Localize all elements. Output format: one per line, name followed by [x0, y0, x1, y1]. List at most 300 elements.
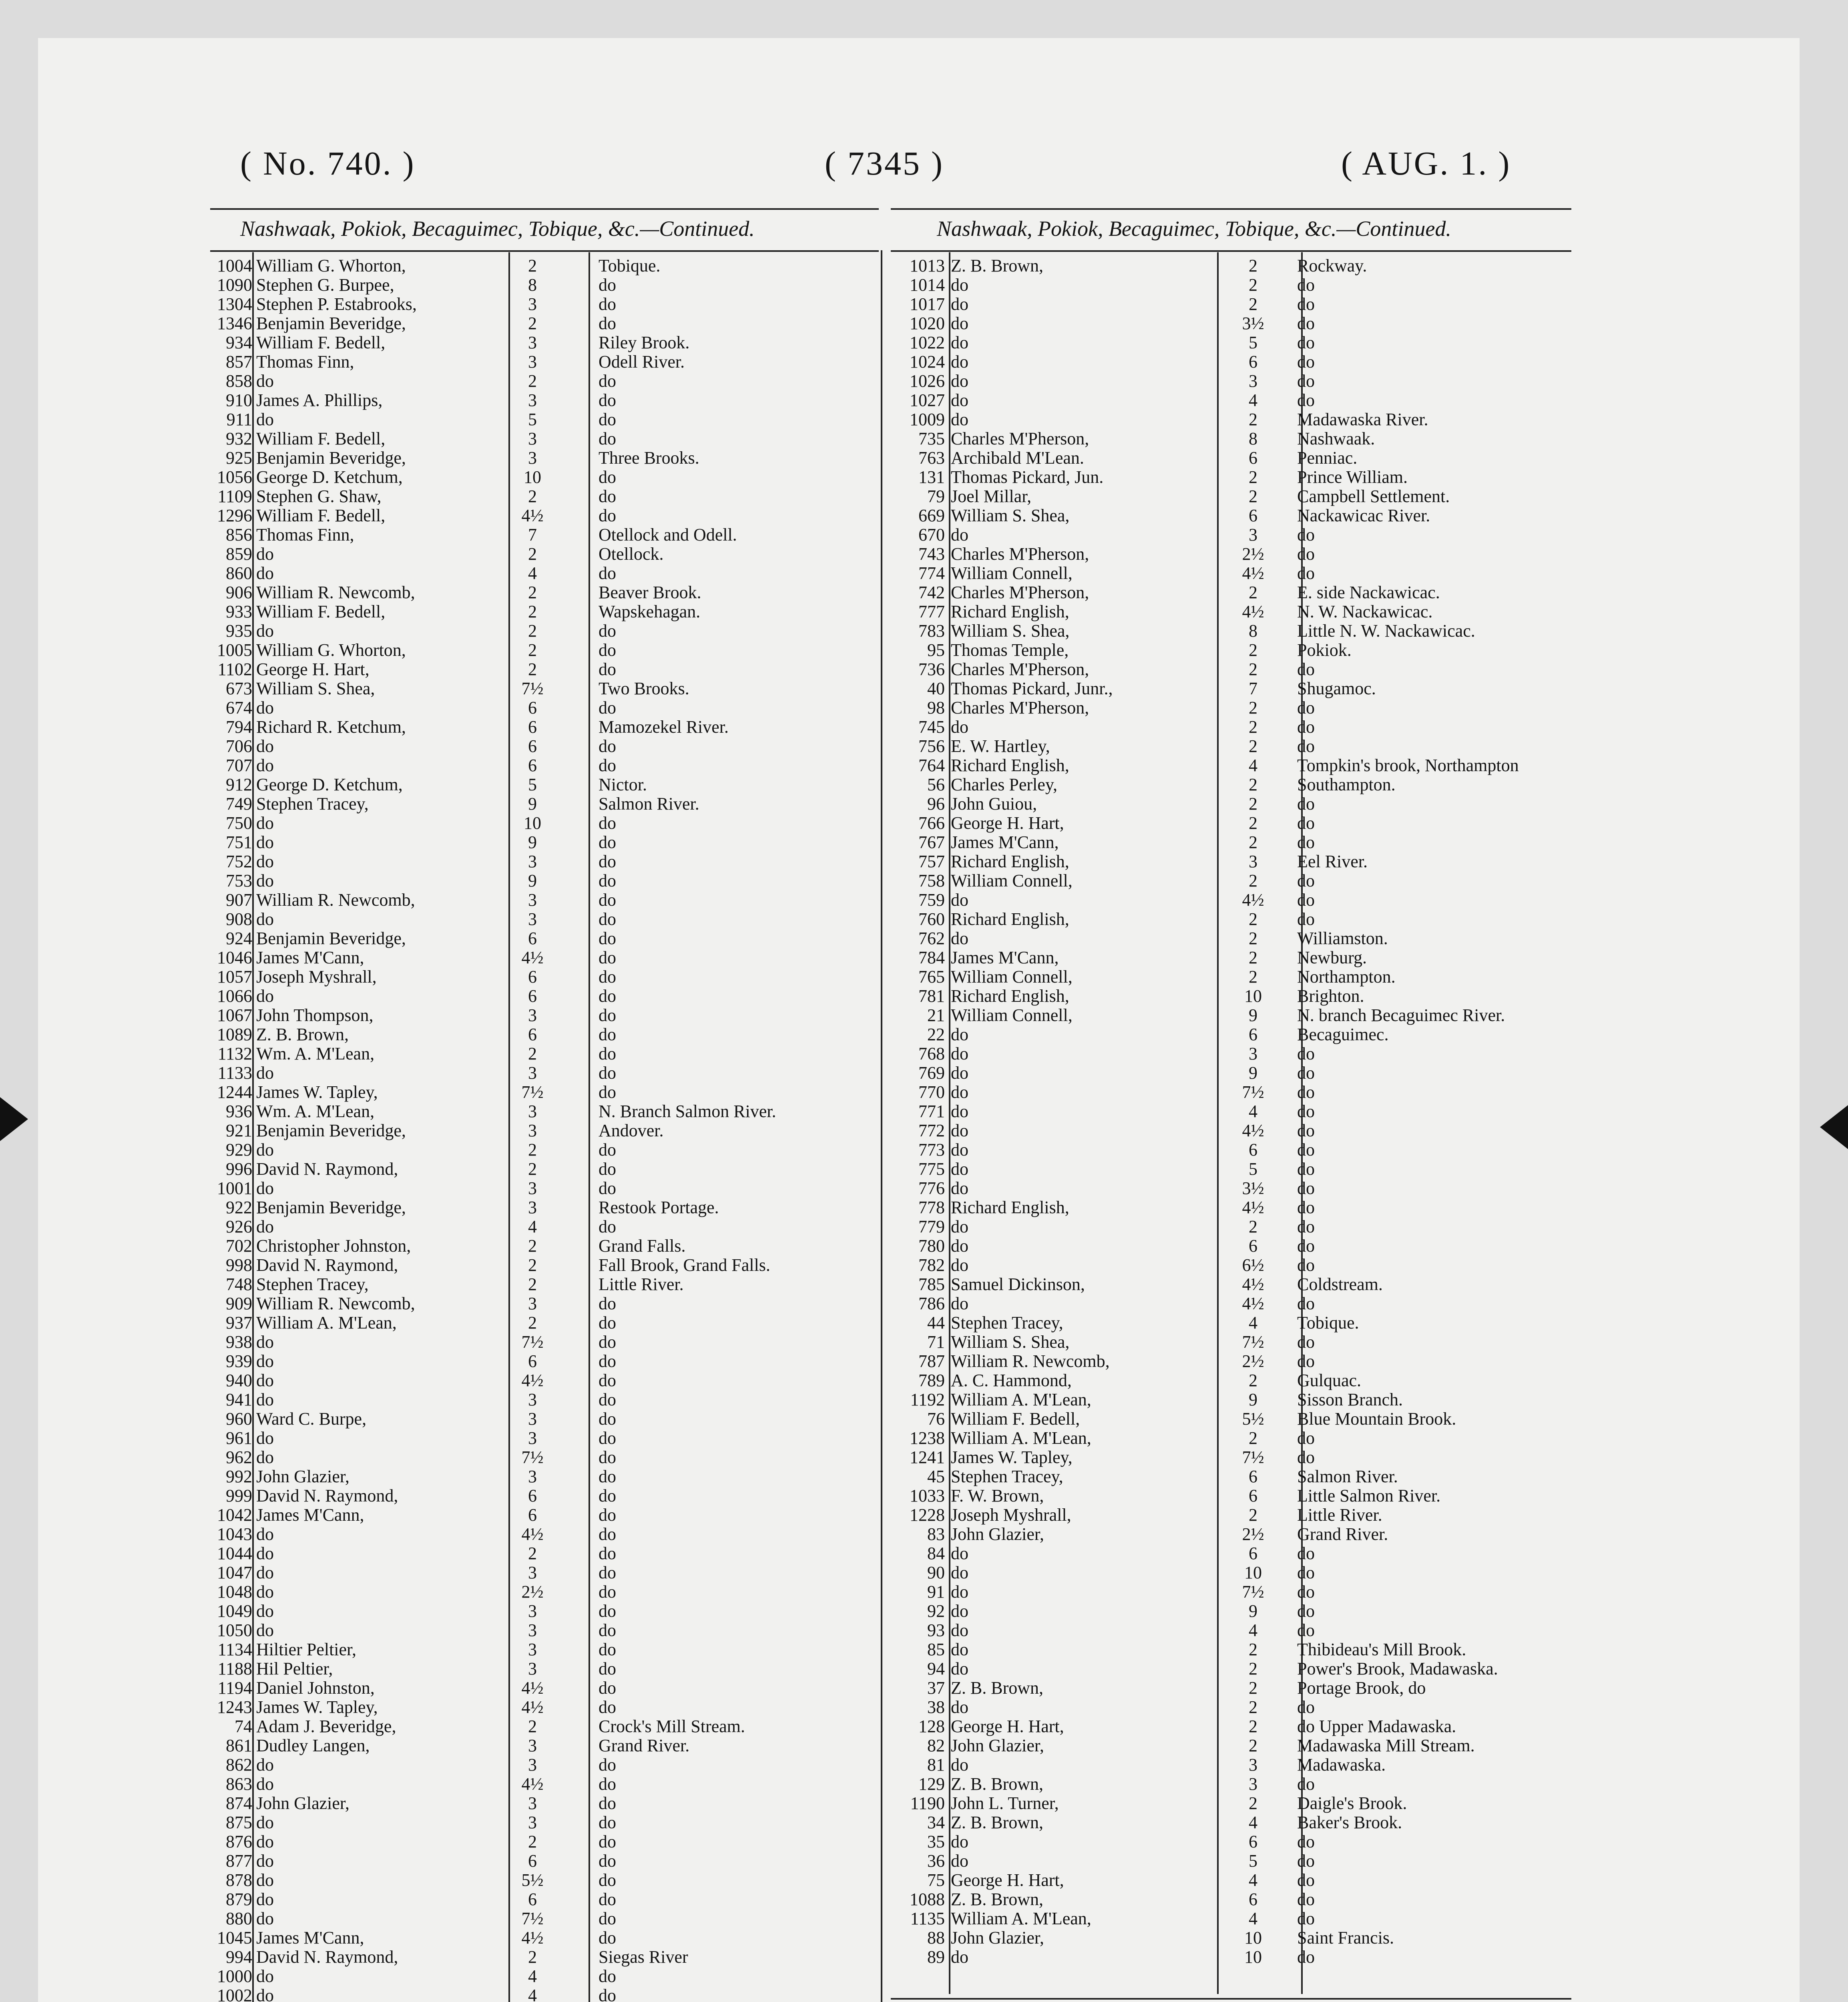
- location: do: [1297, 1159, 1315, 1179]
- acreage: 4½: [521, 1697, 544, 1717]
- grant-number: 1134: [217, 1640, 252, 1659]
- acreage: 3: [528, 1428, 537, 1448]
- grant-row: [204, 1928, 881, 1948]
- grantee-name: George H. Hart,: [951, 1717, 1064, 1736]
- grantee-name: Hiltier Peltier,: [256, 1640, 356, 1659]
- grant-row: [897, 1390, 1573, 1409]
- grant-row: [204, 1967, 881, 1986]
- location: Grand River.: [1297, 1524, 1388, 1544]
- grant-row: [204, 987, 881, 1006]
- grant-number: 1024: [910, 352, 945, 372]
- grant-row: [204, 1948, 881, 1967]
- grantee-name: William F. Bedell,: [256, 333, 386, 352]
- grant-row: [897, 737, 1573, 756]
- grantee-name: do: [951, 1755, 968, 1775]
- grantee-name: do: [256, 1909, 274, 1928]
- location: do: [1297, 1044, 1315, 1063]
- grantee-name: do: [951, 1178, 968, 1198]
- location: N. W. Nackawicac.: [1297, 602, 1433, 621]
- grantee-name: Wm. A. M'Lean,: [256, 1102, 375, 1121]
- acreage: 6: [1249, 1832, 1257, 1851]
- grant-number: 750: [226, 813, 252, 833]
- grantee-name: do: [256, 1524, 274, 1544]
- grantee-name: do: [951, 929, 968, 948]
- grantee-name: Stephen Tracey,: [951, 1467, 1063, 1486]
- grant-row: [204, 1736, 881, 1755]
- location: do: [1297, 333, 1315, 352]
- grant-number: 861: [226, 1736, 252, 1755]
- grant-number: 1132: [217, 1044, 252, 1063]
- grant-number: 1241: [910, 1447, 945, 1467]
- acreage: 2: [528, 621, 537, 641]
- location: N. branch Becaguimec River.: [1297, 1005, 1505, 1025]
- grant-row: [897, 1563, 1573, 1582]
- acreage: 3: [528, 890, 537, 910]
- grant-row: [897, 1813, 1573, 1832]
- grant-number: 736: [918, 659, 945, 679]
- grant-row: [897, 1352, 1573, 1371]
- grantee-name: Hil Peltier,: [256, 1659, 333, 1678]
- grant-row: [204, 948, 881, 967]
- grant-number: 37: [927, 1678, 945, 1698]
- grant-number: 763: [918, 448, 945, 468]
- grantee-name: Ward C. Burpe,: [256, 1409, 367, 1429]
- location: do: [599, 1313, 616, 1333]
- grantee-name: Richard English,: [951, 852, 1069, 871]
- location: do: [599, 986, 616, 1006]
- location: Becaguimec.: [1297, 1025, 1389, 1044]
- grantee-name: Daniel Johnston,: [256, 1678, 375, 1698]
- grant-number: 938: [226, 1332, 252, 1352]
- grantee-name: James M'Cann,: [256, 948, 364, 967]
- grantee-name: William S. Shea,: [256, 679, 375, 698]
- grantee-name: Richard English,: [951, 909, 1069, 929]
- location: do: [599, 1371, 616, 1390]
- grant-number: 880: [226, 1909, 252, 1928]
- grantee-name: do: [256, 832, 274, 852]
- location: do: [599, 852, 616, 871]
- grant-row: [204, 910, 881, 929]
- grantee-name: William R. Newcomb,: [256, 1294, 415, 1313]
- grantee-name: do: [256, 1428, 274, 1448]
- grant-row: [204, 1621, 881, 1640]
- grantee-name: do: [951, 390, 968, 410]
- acreage: 3: [528, 1640, 537, 1659]
- location: do: [1297, 1870, 1315, 1890]
- location: do: [1297, 352, 1315, 372]
- grantee-name: Joseph Myshrall,: [256, 967, 377, 987]
- grantee-name: John Glazier,: [256, 1793, 350, 1813]
- location: do: [599, 1582, 616, 1602]
- grantee-name: Benjamin Beveridge,: [256, 929, 406, 948]
- grant-row: [897, 775, 1573, 794]
- grantee-name: do: [951, 1582, 968, 1602]
- acreage: 8: [528, 275, 537, 295]
- grant-number: 1244: [217, 1082, 252, 1102]
- grant-row: [897, 660, 1573, 679]
- grantee-name: William F. Bedell,: [256, 506, 386, 525]
- grantee-name: do: [256, 1063, 274, 1083]
- grant-row: [897, 1467, 1573, 1486]
- acreage: 6: [528, 1486, 537, 1506]
- grant-row: [897, 890, 1573, 910]
- grant-number: 1002: [217, 1986, 252, 2002]
- grant-row: [897, 275, 1573, 295]
- location: do: [599, 832, 616, 852]
- location: Madawaska Mill Stream.: [1297, 1736, 1475, 1755]
- grant-row: [204, 1409, 881, 1429]
- grant-number: 742: [918, 583, 945, 602]
- location: do: [599, 1909, 616, 1928]
- acreage: 4: [1249, 1313, 1257, 1333]
- grantee-name: do: [256, 371, 274, 391]
- acreage: 9: [1249, 1005, 1257, 1025]
- grantee-name: Benjamin Beveridge,: [256, 314, 406, 333]
- acreage: 4½: [1242, 1198, 1264, 1217]
- acreage: 4: [1249, 1102, 1257, 1121]
- grant-row: [204, 1352, 881, 1371]
- acreage: 2: [1249, 1793, 1257, 1813]
- grant-number: 76: [927, 1409, 945, 1429]
- grantee-name: John Glazier,: [951, 1524, 1044, 1544]
- location: Power's Brook, Madawaska.: [1297, 1659, 1498, 1678]
- grant-row: [897, 1698, 1573, 1717]
- grant-row: [204, 1582, 881, 1602]
- grantee-name: James W. Tapley,: [256, 1082, 378, 1102]
- grant-row: [204, 1236, 881, 1256]
- location: do: [599, 1447, 616, 1467]
- location: Newburg.: [1297, 948, 1367, 967]
- acreage: 2: [1249, 1678, 1257, 1698]
- acreage: 4: [528, 1966, 537, 1986]
- grant-number: 878: [226, 1870, 252, 1890]
- acreage: 8: [1249, 621, 1257, 641]
- acreage: 7: [528, 525, 537, 545]
- location: do: [599, 1986, 616, 2002]
- grant-number: 1192: [910, 1390, 945, 1409]
- grant-number: 785: [918, 1274, 945, 1294]
- location: do: [599, 390, 616, 410]
- acreage: 3: [528, 852, 537, 871]
- location: do: [599, 1659, 616, 1678]
- acreage: 3: [528, 1005, 537, 1025]
- grant-row: [204, 1063, 881, 1083]
- acreage: 2: [1249, 794, 1257, 814]
- location: do: [599, 371, 616, 391]
- grant-row: [897, 641, 1573, 660]
- grant-number: 36: [927, 1851, 945, 1871]
- grantee-name: Benjamin Beveridge,: [256, 1121, 406, 1140]
- location: do: [1297, 275, 1315, 295]
- location: Odell River.: [599, 352, 685, 372]
- acreage: 3: [528, 429, 537, 448]
- acreage: 2: [1249, 1736, 1257, 1755]
- location: Grand Falls.: [599, 1236, 686, 1256]
- acreage: 4½: [521, 506, 544, 525]
- issue-number: ( No. 740. ): [240, 145, 416, 182]
- grant-row: [897, 314, 1573, 333]
- grantee-name: Richard English,: [951, 602, 1069, 621]
- grant-number: 1045: [217, 1928, 252, 1948]
- location: do: [1297, 1447, 1315, 1467]
- acreage: 5½: [1242, 1409, 1264, 1429]
- grantee-name: do: [951, 717, 968, 737]
- grantee-name: do: [256, 1140, 274, 1160]
- location: do: [599, 1428, 616, 1448]
- acreage: 3: [528, 1620, 537, 1640]
- acreage: 6: [528, 1505, 537, 1525]
- grant-number: 669: [918, 506, 945, 525]
- grant-number: 794: [226, 717, 252, 737]
- grant-number: 1005: [217, 640, 252, 660]
- acreage: 9: [1249, 1063, 1257, 1083]
- grant-number: 745: [918, 717, 945, 737]
- grant-row: [204, 1429, 881, 1448]
- grant-number: 1088: [910, 1889, 945, 1909]
- grantee-name: do: [256, 1178, 274, 1198]
- grantee-name: William A. M'Lean,: [951, 1909, 1091, 1928]
- location: do: [1297, 813, 1315, 833]
- location: do: [1297, 717, 1315, 737]
- grantee-name: do: [256, 563, 274, 583]
- grantee-name: James M'Cann,: [951, 832, 1059, 852]
- grant-row: [897, 1621, 1573, 1640]
- grantee-name: do: [256, 1351, 274, 1371]
- grant-row: [204, 525, 881, 545]
- location: Southampton.: [1297, 775, 1396, 794]
- location: do: [599, 1889, 616, 1909]
- acreage: 6: [528, 698, 537, 718]
- grantee-name: do: [951, 1044, 968, 1063]
- grant-number: 759: [918, 890, 945, 910]
- grant-row: [204, 1448, 881, 1467]
- acreage: 7½: [1242, 1447, 1264, 1467]
- grantee-name: Stephen P. Estabrooks,: [256, 294, 417, 314]
- location: do: [1297, 544, 1315, 564]
- acreage: 2: [528, 1140, 537, 1160]
- grant-row: [204, 1794, 881, 1813]
- grant-number: 702: [226, 1236, 252, 1256]
- acreage: 4½: [521, 1524, 544, 1544]
- grant-number: 75: [927, 1870, 945, 1890]
- location: do: [599, 967, 616, 987]
- grant-row: [897, 1851, 1573, 1871]
- register-mark-right: [1820, 1105, 1848, 1149]
- grantee-name: do: [256, 1582, 274, 1602]
- grant-number: 941: [226, 1390, 252, 1409]
- grantee-name: do: [951, 1082, 968, 1102]
- grant-row: [204, 1160, 881, 1179]
- grant-row: [897, 295, 1573, 314]
- grantee-name: do: [256, 1813, 274, 1832]
- location: Daigle's Brook.: [1297, 1793, 1407, 1813]
- location: do: [599, 1697, 616, 1717]
- grant-row: [204, 1390, 881, 1409]
- grant-row: [897, 679, 1573, 698]
- header-rule-left: [210, 208, 879, 210]
- acreage: 2: [1249, 929, 1257, 948]
- grant-row: [204, 448, 881, 468]
- grant-number: 71: [927, 1332, 945, 1352]
- grant-row: [897, 372, 1573, 391]
- acreage: 7½: [521, 1082, 544, 1102]
- grantee-name: Thomas Pickard, Junr.,: [951, 679, 1113, 698]
- location: do: [599, 275, 616, 295]
- grant-number: 782: [918, 1255, 945, 1275]
- grant-row: [204, 1640, 881, 1659]
- grant-number: 82: [927, 1736, 945, 1755]
- grantee-name: do: [951, 275, 968, 295]
- grant-number: 937: [226, 1313, 252, 1333]
- grant-row: [204, 1333, 881, 1352]
- grantee-name: James W. Tapley,: [256, 1697, 378, 1717]
- location: do: [599, 1524, 616, 1544]
- location: Tobique.: [1297, 1313, 1359, 1333]
- acreage: 2: [528, 1832, 537, 1851]
- location: do: [1297, 1217, 1315, 1236]
- page-number: ( 7345 ): [825, 145, 944, 182]
- acreage: 3: [1249, 1044, 1257, 1063]
- grantee-name: Charles M'Pherson,: [951, 698, 1089, 718]
- location: E. side Nackawicac.: [1297, 583, 1440, 602]
- grant-number: 735: [918, 429, 945, 448]
- location: do: [599, 1140, 616, 1160]
- grantee-name: do: [951, 1947, 968, 1967]
- grant-number: 22: [927, 1025, 945, 1044]
- grantee-name: William A. M'Lean,: [951, 1428, 1091, 1448]
- grant-number: 860: [226, 563, 252, 583]
- grantee-name: do: [951, 333, 968, 352]
- acreage: 2: [1249, 1697, 1257, 1717]
- grantee-name: William R. Newcomb,: [951, 1351, 1110, 1371]
- grant-number: 924: [226, 929, 252, 948]
- grantee-name: Joseph Myshrall,: [951, 1505, 1071, 1525]
- acreage: 2: [1249, 1217, 1257, 1236]
- grant-number: 40: [927, 679, 945, 698]
- grant-row: [897, 602, 1573, 621]
- location: do: [599, 640, 616, 660]
- acreage: 3½: [1242, 314, 1264, 333]
- grant-number: 1033: [910, 1486, 945, 1506]
- grantee-name: do: [951, 525, 968, 545]
- grant-row: [204, 1198, 881, 1217]
- location: do: [599, 1409, 616, 1429]
- acreage: 2: [1249, 698, 1257, 718]
- acreage: 4: [1249, 1620, 1257, 1640]
- grant-number: 925: [226, 448, 252, 468]
- grant-row: [897, 1333, 1573, 1352]
- location: Two Brooks.: [599, 679, 689, 698]
- acreage: 4½: [1242, 1121, 1264, 1140]
- location: Sisson Branch.: [1297, 1390, 1403, 1409]
- acreage: 5: [1249, 333, 1257, 352]
- location: Nictor.: [599, 775, 647, 794]
- acreage: 8: [1249, 429, 1257, 448]
- location: Portage Brook, do: [1297, 1678, 1426, 1698]
- acreage: 7½: [521, 1447, 544, 1467]
- grant-number: 85: [927, 1640, 945, 1659]
- location: do: [1297, 1140, 1315, 1160]
- grant-number: 781: [918, 986, 945, 1006]
- grantee-name: do: [951, 1697, 968, 1717]
- grant-number: 857: [226, 352, 252, 372]
- grant-row: [897, 1794, 1573, 1813]
- grantee-name: William A. M'Lean,: [256, 1313, 397, 1333]
- grantee-name: Charles M'Pherson,: [951, 544, 1089, 564]
- acreage: 6: [1249, 506, 1257, 525]
- acreage: 2: [1249, 948, 1257, 967]
- location: Little N. W. Nackawicac.: [1297, 621, 1475, 641]
- grant-row: [204, 1775, 881, 1794]
- acreage: 6: [528, 717, 537, 737]
- grantee-name: William F. Bedell,: [256, 429, 386, 448]
- acreage: 3: [1249, 525, 1257, 545]
- acreage: 5: [528, 775, 537, 794]
- grantee-name: do: [951, 1832, 968, 1851]
- grantee-name: do: [256, 1544, 274, 1563]
- grant-number: 787: [918, 1351, 945, 1371]
- grantee-name: William F. Bedell,: [951, 1409, 1080, 1429]
- grant-number: 998: [226, 1255, 252, 1275]
- acreage: 7½: [521, 1909, 544, 1928]
- grant-row: [204, 1525, 881, 1544]
- grant-number: 936: [226, 1102, 252, 1121]
- location: do: [599, 1505, 616, 1525]
- location: do: [1297, 1198, 1315, 1217]
- grant-row: [204, 1890, 881, 1909]
- location: do: [599, 314, 616, 333]
- grantee-name: do: [951, 1601, 968, 1621]
- grant-number: 98: [927, 698, 945, 718]
- grant-number: 1022: [910, 333, 945, 352]
- acreage: 9: [528, 871, 537, 890]
- acreage: 6: [1249, 448, 1257, 468]
- grantee-name: Stephen Tracey,: [256, 1274, 369, 1294]
- grant-number: 778: [918, 1198, 945, 1217]
- grant-row: [204, 871, 881, 890]
- location: do: [1297, 1236, 1315, 1256]
- grant-number: 907: [226, 890, 252, 910]
- grant-number: 1047: [217, 1563, 252, 1582]
- grant-number: 1296: [217, 506, 252, 525]
- grant-number: 90: [927, 1563, 945, 1582]
- grantee-name: do: [256, 1832, 274, 1851]
- location: do: [1297, 1582, 1315, 1602]
- grant-number: 756: [918, 736, 945, 756]
- grantee-name: do: [951, 1121, 968, 1140]
- grant-row: [204, 1717, 881, 1736]
- grant-number: 764: [918, 756, 945, 775]
- location: Little River.: [1297, 1505, 1382, 1525]
- acreage: 7½: [521, 679, 544, 698]
- location: do: [599, 621, 616, 641]
- grant-row: [897, 1063, 1573, 1083]
- location: do: [1297, 659, 1315, 679]
- grant-number: 758: [918, 871, 945, 890]
- grant-row: [204, 391, 881, 410]
- grant-number: 21: [927, 1005, 945, 1025]
- grantee-name: do: [256, 986, 274, 1006]
- acreage: 4: [1249, 1870, 1257, 1890]
- grant-number: 874: [226, 1793, 252, 1813]
- location: do: [599, 1178, 616, 1198]
- grant-number: 926: [226, 1217, 252, 1236]
- grant-number: 859: [226, 544, 252, 564]
- location: do: [599, 1870, 616, 1890]
- acreage: 4½: [1242, 1294, 1264, 1313]
- grant-number: 996: [226, 1159, 252, 1179]
- grantee-name: Charles M'Pherson,: [951, 429, 1089, 448]
